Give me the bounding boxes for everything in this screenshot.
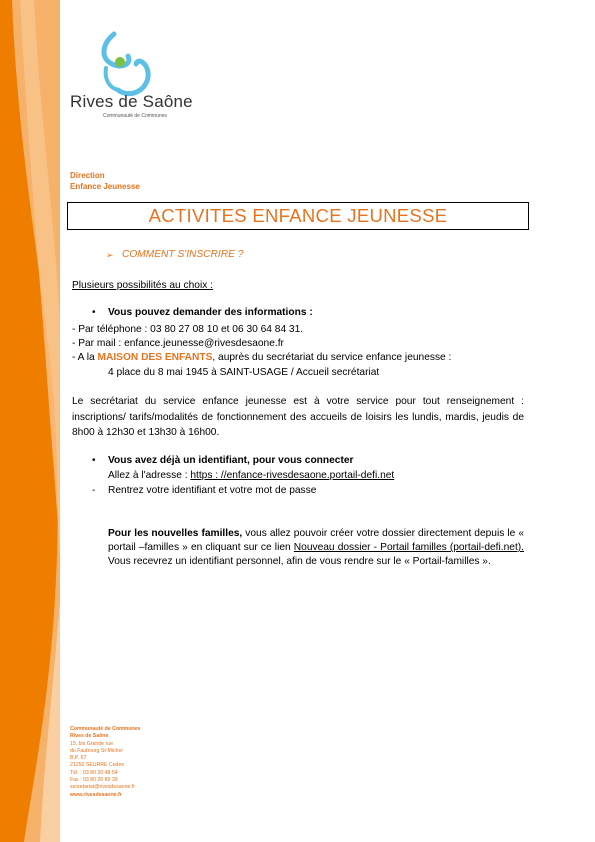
section-heading: COMMENT S'INSCRIRE ?: [122, 249, 244, 260]
footer-address-line-2: du Faubourg St-Michel: [70, 747, 123, 754]
bullet-icon: •: [92, 307, 96, 318]
footer-city: 21250 SEURRE Cedex: [70, 762, 124, 769]
footer-website[interactable]: www.rivesdesaone.fr: [70, 791, 122, 798]
page-title: ACTIVITES ENFANCE JEUNESSE: [148, 205, 448, 226]
secretariat-paragraph: Le secrétariat du service enfance jeunesse est à votre service pour tout renseignement : inscriptions/ tarifs/modalités de fonctionnement des accueils de loisirs les lundis, mardis, jeudis de 8h00 à 12h30 et 13h30 à 16h00.: [72, 396, 524, 438]
new-families-paragraph: [108, 527, 524, 569]
left-decorative-band: [0, 0, 60, 842]
info-place-line: [72, 352, 451, 363]
brand-name: Rives de Saône: [70, 92, 193, 111]
new-dossier-link[interactable]: Nouveau dossier - Portail familles (portail-defi.net).: [293, 542, 524, 553]
info-place-name: MAISON DES ENFANTS: [97, 352, 213, 363]
info-place-prefix: - A la: [72, 352, 98, 363]
department-line-2: Enfance Jeunesse: [70, 182, 140, 191]
footer-org-line-2: Rives de Saône: [70, 733, 109, 740]
new-families-text-b: Vous recevrez un identifiant personnel, afin de vous rendre sur le « Portail-familles ».: [108, 556, 491, 567]
footer-fax: Fax : 03 80 20 89 39: [70, 777, 118, 784]
footer-bp: B.P. 67: [70, 755, 87, 762]
brand-subtitle: Communauté de Communes: [103, 113, 167, 119]
left-band-graphic: [0, 0, 60, 842]
login-enter-credentials: Rentrez votre identifiant et votre mot de passe: [108, 485, 317, 496]
bullet-icon: •: [92, 455, 96, 466]
new-families-lead: Pour les nouvelles familles,: [108, 528, 243, 539]
department-line-1: Direction: [70, 171, 105, 180]
options-heading: Plusieurs possibilités au choix :: [72, 280, 213, 291]
login-heading: Vous avez déjà un identifiant, pour vous connecter: [108, 455, 354, 466]
info-place-suffix: , auprès du secrétariat du service enfance jeunesse :: [212, 352, 452, 363]
arrow-bullet-icon: ➢: [106, 250, 114, 260]
footer-tel: Tél. : 03 80 20 48 54: [70, 769, 118, 776]
footer-address-line-1: 15, bis Grande rue: [70, 740, 113, 747]
info-mail: - Par mail : enfance.jeunesse@rivesdesaone.fr: [72, 338, 284, 349]
login-address-prefix: Allez à l'adresse :: [108, 470, 191, 481]
footer-org-line-1: Communauté de Communes: [70, 726, 141, 732]
login-address-line: [108, 470, 394, 481]
info-phone: - Par téléphone : 03 80 27 08 10 et 06 30 64 84 31.: [72, 324, 304, 335]
page-title-box: [67, 202, 529, 230]
portal-url-link[interactable]: https : //enfance-rivesdesaone.portail-defi.net: [190, 470, 395, 481]
info-heading: Vous pouvez demander des informations :: [108, 307, 313, 318]
dash-icon: -: [92, 485, 96, 496]
info-address: 4 place du 8 mai 1945 à SAINT-USAGE / Accueil secrétariat: [108, 367, 380, 378]
footer-contact: [70, 726, 140, 799]
footer-email[interactable]: secretariat@rivesdesaone.fr: [70, 784, 135, 791]
new-families-text-a: vous allez pouvoir créer votre dossier directement depuis le « portail –familles » en cliquant sur ce lien: [108, 528, 524, 553]
